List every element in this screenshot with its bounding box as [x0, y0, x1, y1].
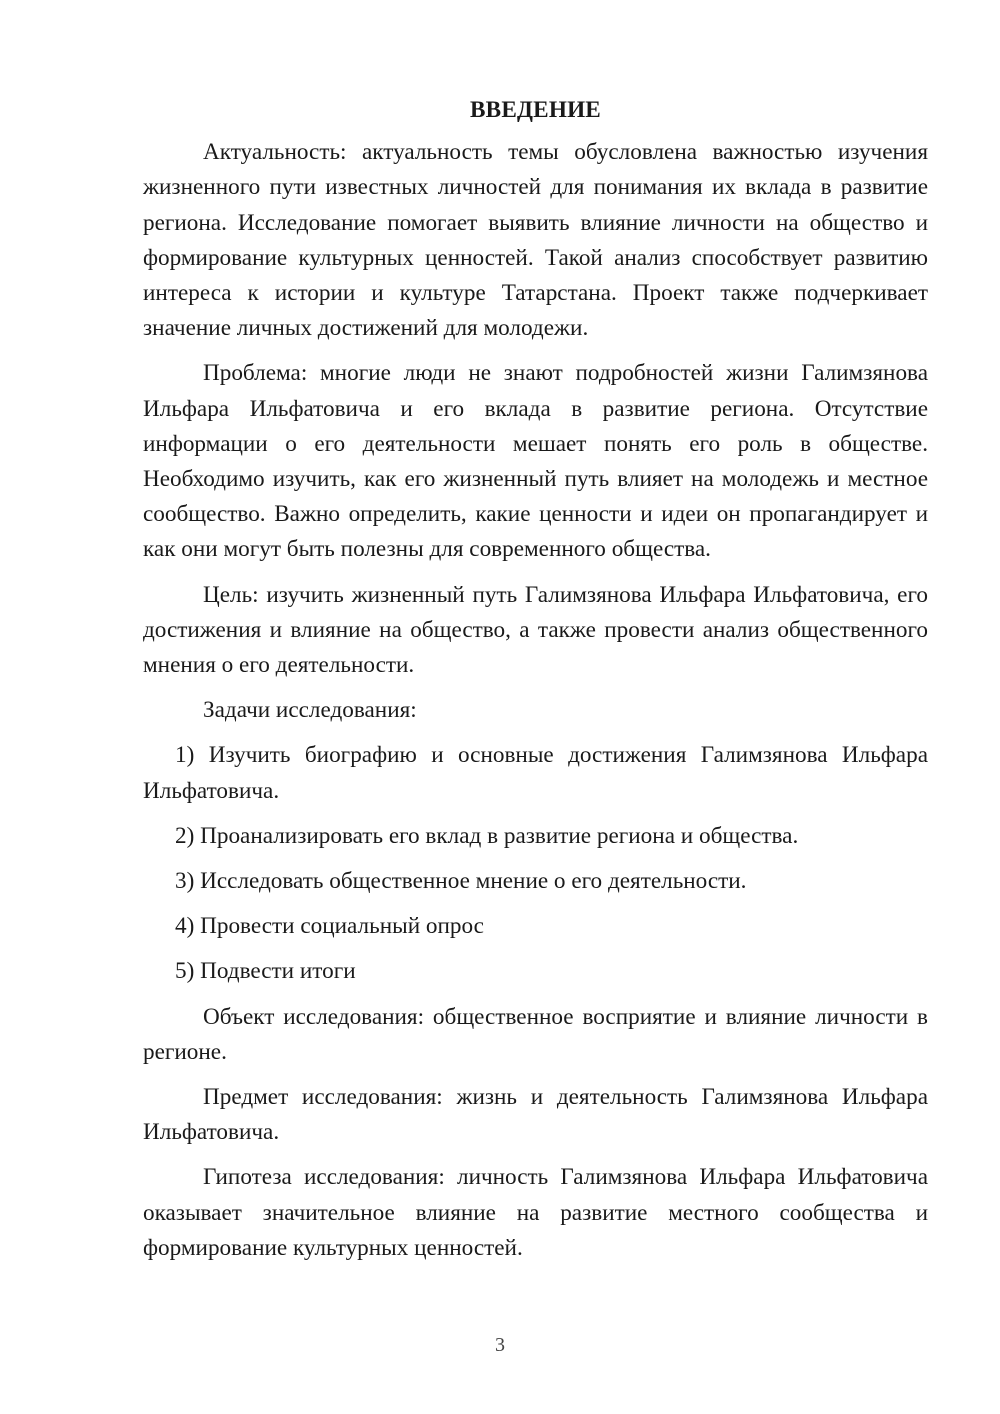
task-item-3: 3) Исследовать общественное мнение о его деятельности.	[175, 868, 747, 895]
task-item-1: 1) Изучить биографию и основные достижения Галимзянова Ильфара Ильфатовича.	[143, 742, 928, 804]
page-content	[143, 93, 928, 1276]
task-item-2: 2) Проанализировать его вклад в развитие региона и общества.	[175, 822, 799, 849]
page-number: 3	[495, 1334, 505, 1356]
tasks-heading: Задачи исследования:	[203, 697, 417, 724]
paragraph-goal: Цель: изучить жизненный путь Галимзянова Ильфара Ильфатовича, его достижения и влияние на общество, а также провести анализ общественного мнения о его деятельности.	[143, 581, 928, 679]
paragraph-object: Объект исследования: общественное восприятие и влияние личности в регионе.	[143, 1003, 928, 1065]
task-item-4: 4) Провести социальный опрос	[175, 913, 484, 940]
paragraph-relevance: Актуальность: актуальность темы обусловлена важностью изучения жизненного пути известных личностей для понимания их вклада в развитие региона. Исследование помогает выявить влияние личности на общество и формирование культурных ценностей. Такой анализ способствует развитию интереса к истории и культуре Татарстана. Проект также подчеркивает значение личных достижений для молодежи.	[143, 139, 928, 342]
task-item-5: 5) Подвести итоги	[175, 958, 356, 985]
page-title: ВВЕДЕНИЕ	[470, 97, 601, 123]
paragraph-problem: Проблема: многие люди не знают подробностей жизни Галимзянова Ильфара Ильфатовича и его вклада в развитие региона. Отсутствие информации о его деятельности мешает понять его роль в обществе. Необходимо изучить, как его жизненный путь влияет на молодежь и местное сообщество. Важно определить, какие ценности и идеи он пропагандирует и как они могут быть полезны для современного общества.	[143, 360, 928, 563]
paragraph-subject: Предмет исследования: жизнь и деятельность Галимзянова Ильфара Ильфатовича.	[143, 1084, 928, 1146]
paragraph-hypothesis: Гипотеза исследования: личность Галимзянова Ильфара Ильфатовича оказывает значительное влияние на развитие местного сообщества и формирование культурных ценностей.	[143, 1164, 928, 1261]
